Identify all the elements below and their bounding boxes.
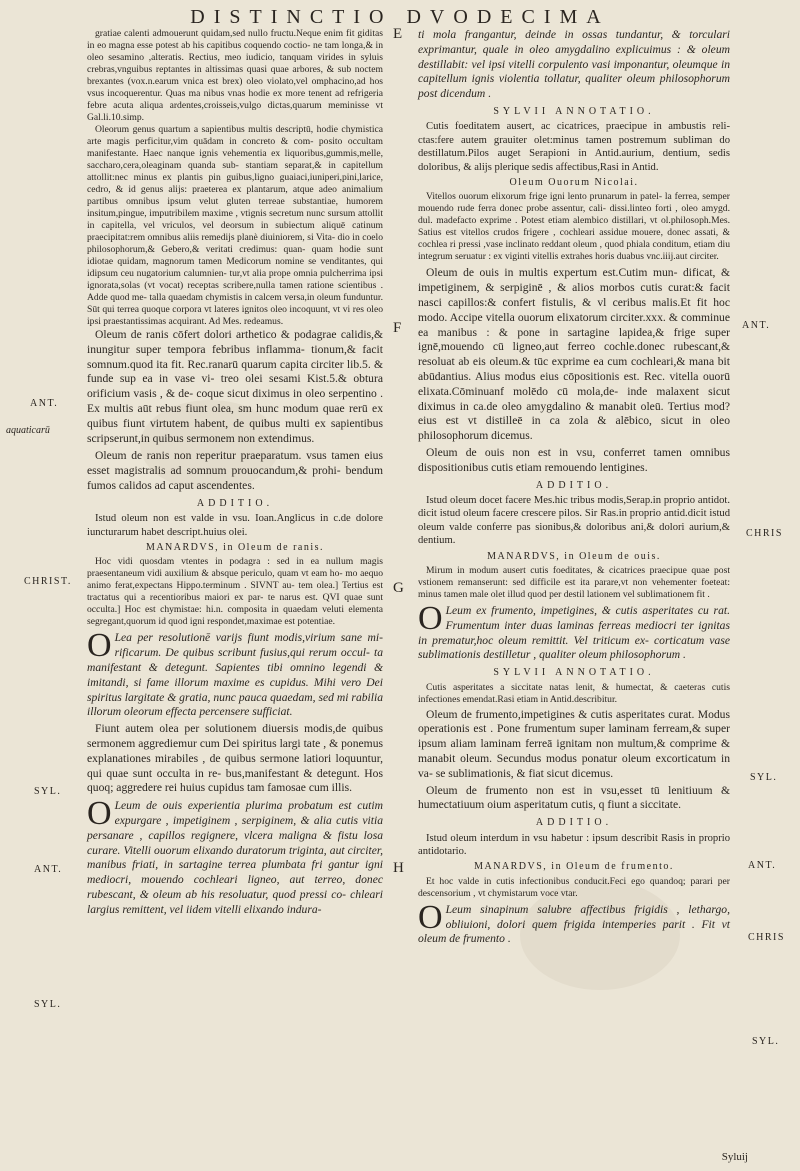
margin-note-christ: CHRIST. [24, 576, 72, 587]
margin-note-syl: SYL. [34, 999, 62, 1010]
paragraph: Oleum de ouis in multis expertum est.Cutim mun- dificat, & impetiginem, & serpiginē , & alios morbos cutis curat:& facit nasci capillos:& confert fistulis, & vl ceribus malis.Et fit hoc modo. Accipe vitella ouorum elixatorum circiter.xxx. & comminue ea manibus : & pone in sartagine lapidea,& frige super ignē,mouendo cū ligneo,aut ferreo cochle.donec rubescant,& resoluat ab eis oleum.& tūc exprime ea cum cochleari,& mana bit abūdantius. Alius modus eius cōpositionis est. Rec. vitella ouorū elixata.Cōminuanf molēdo cū mola,de- inde malaxent sicut diximus in ca.de oleo amygdalino & manabit oleū. Tertius mod? eius est vt distilleē in ca zola & alēbico, sicut in oleo philosophorum dicemus. [418, 266, 730, 443]
drop-cap: O [87, 627, 112, 665]
paragraph: Istud oleum docet facere Mes.hic tribus modis,Serap.in proprio antidot. dicit istud oleum facere crescere pilos. Sir Ras.in proprio antid.dicit istud oleum valde conferre pas sionibus,& doloribus ani,& dolori aurium,& dentium. [418, 494, 730, 547]
section-letter: E [393, 26, 403, 42]
paragraph: Vitellos ouorum elixorum frige igni lento prunarum in patel- la ferrea, semper mouendo rude ferra donec probe assentur, cali- dissi.linteo forti , oleo amygd. dul. madefacto exprime . Potest etiam alembico distillari, vt ol.philosoph.Mes. Satius est vitellos crudos frigere , cochleari assidue mouere, donec assati, & cochlea ri pressi ,vase inclinato reddant oleum , quod phiala conditum, etiam diu integrum seruatur : ex viginti vitellis extrahes horis duabus vnc.iiij.aut circiter. [418, 191, 730, 263]
paragraph-text: Lea per resolutionē varijs fiunt modis,virium sane mi- rificarum. De quibus scribunt fusius,qui rerum occul- ta manifestant & detegunt. Sapientes tibi omnino legendi & imitandi, si fame illorum maxime es cupidus. Mihi vero Dei spiritus largitate & gratia, nunc pauca quaedam, sed mi rabilia illorum oleorum effecta percensere sufficiat. [87, 631, 383, 719]
section-letter: F [393, 320, 402, 336]
paragraph: Hoc vidi quosdam vtentes in podagra : sed in ea nullum magis praesentaneum vidi auxilium & absque periculo, quam vt eam ho- mo aequo animo ferat,expectans Hippo.terminum . SIVNT au- tem olea.] Tertius est tractatus qui a recentioribus maiori ex par- te narus est. QVI quae sunt occulta.] Hoc est chymistae: hi.n. composita in quaedam veluti elementa segregant,quorum id quod igni respondet,maximae est potentiae. [87, 556, 383, 628]
section-heading: SYLVII ANNOTATIO. [493, 105, 655, 117]
right-column [418, 28, 730, 947]
paragraph [418, 600, 730, 663]
margin-note-ant: ANT. [34, 864, 63, 875]
paragraph: Cutis asperitates a siccitate natas lenit, & humectat, & caeteras cutis infectiones emendat.Rasi etiam in Antid.describitur. [418, 681, 730, 705]
drop-cap: O [87, 795, 112, 833]
section-subheading: MANARDVS, in Oleum de ranis. [145, 541, 325, 553]
catchword: Syluij [721, 1151, 748, 1163]
paragraph: Et hoc valde in cutis infectionibus conducit.Feci ego quandoq; parari per descensorium , vt chymistarum voce vtar. [418, 875, 730, 899]
drop-cap: O [418, 898, 443, 936]
section-heading: ADDITIO. [535, 479, 613, 491]
paragraph: Mirum in modum ausert cutis foeditates, & cicatrices praecipue quae post vstionem remanserunt: sed difficile est ita parare,vt non vehementer foeteat: minus tamen male olet illud quod per destil lationem vel sublimationem fit . [418, 565, 730, 601]
section-heading: SYLVII ANNOTATIO. [493, 667, 655, 679]
paragraph: gratiae calenti admouerunt quidam,sed nullo fructu.Neque enim fit giditas in eo magna esse potest ab his capitibus coquendo coctio- ne tam longa,& in oleo sesamino ,alteratis. Rectius, meo iudicio, tanquam virides in syluis crebras,vnguibus reptantes in altissimas quasi quae arbores, & sub noctem brexantes (vox.n.earum vnica est brex) oleo violato,vel omphacino,ad hos vsus incoquerentur. Quas ma nibus vnas hodie ex more tenent ad refrigeria febre acuta aliqua ardentes,croisseis,vulgo dictas,quarum meminisse vt Gal.li.10.simp. [87, 28, 383, 123]
margin-note-ant: ANT. [742, 320, 771, 331]
paragraph: Istud oleum non est valde in vsu. Ioan.Anglicus in c.de dolore iuncturarum habet descript.huius olei. [87, 513, 383, 538]
paragraph: Oleum de ouis non est in vsu, conferret tamen omnibus dispositionibus cutis etiam remouendo lentigines. [418, 445, 730, 474]
paragraph: Oleum de frumento non est in vsu,esset tū lenitiuum & humectatiuum oium asperitatum cutis, q fiunt a siccitate. [418, 783, 730, 812]
section-subheading: Oleum Ouorum Nicolai. [509, 177, 639, 189]
margin-note-syl: SYL. [34, 786, 62, 797]
paragraph [87, 795, 383, 917]
drop-cap: O [418, 600, 443, 638]
paragraph: ti mola frangantur, deinde in ossas tundantur, & torculari exprimantur, quale in oleo amygdalino explicuimus : & oleum destillabit: vel ipsi vitelli corpulento vasi imponantur, oleumque in capitellum ignis violentia tollatur, qualiter oleum philosophorum post dicendum . [418, 28, 730, 101]
paragraph: Istud oleum interdum in vsu habetur : ipsum describit Rasis in proprio antidotario. [418, 832, 730, 857]
paragraph-text: Leum de ouis experientia plurima probatum est cutim expurgare , impetiginem , serpiginem, & alia cutis vitia persanare , capillos regignere, vlcera maligna & fistu losa curare. Vitelli ouorum elixando duratorum triginta, aut circiter, manibus friati, in sartagine terrea plumbata fri gantur igni mediocri, mouendo cochleari ligneo, aut terreo, donec rubescant, & oleum ab his resoluatur, quod pressi co- chleari largius remittent, vel iidem vitelli elixando indura- [87, 799, 383, 916]
paragraph-text: Leum ex frumento, impetigines, & cutis asperitates cu rat. Frumentum inter duas laminas ferreas mediocri ter ignitas in prematur,hoc oleum remittit. Vel triticum ex- corticatum vase sublimationis destilletur , qualiter oleum philosophorum . [418, 604, 730, 662]
section-subheading: MANARDVS, in Oleum de ouis. [487, 550, 661, 562]
section-letter: H [393, 860, 404, 876]
paragraph: Cutis foeditatem ausert, ac cicatrices, praecipue in ambustis reli- ctas:fere autem grauiter olet:minus tamen postremum subliman do destillatum.Pilos auget Serapioni in Antid.aurium, dentium, sedis doloribus, & alijs plerique sedis affectibus,Rasi in Antid. [418, 121, 730, 173]
margin-note-ant: ANT. [748, 860, 777, 871]
section-heading: ADDITIO. [535, 817, 613, 829]
margin-note-syl: SYL. [752, 1036, 780, 1047]
margin-note-syl: SYL. [750, 772, 778, 783]
paragraph [418, 898, 730, 947]
paragraph [87, 627, 383, 720]
margin-note-chris: CHRIS [748, 932, 785, 943]
section-letter: G [393, 580, 404, 596]
section-subheading: MANARDVS, in Oleum de frumento. [474, 861, 674, 873]
paragraph: Oleorum genus quartum a sapientibus multis descriptū, hodie chymistica arte magis perficitur,vim quādam in concreto & com- posito occultam manifestante. Haec nanque ignis vehementia ex liquoribus,gummis,melle, saccharo,cera,oleaginam quanda sub- stantiam separat,& in capitellum attollit:nec minus ex plantis pin guibus,ligno guaiaci,iuniperi,pini,larice, cedro, & id genus alijs: praeterea ex plantarum, atque adeo animalium partibus omnibus ipsum velut gluten terreae substantiae, humorem insitum,pingue, imputribilem maxime , vtignis secretum nunc sursum attollit in capitella, vel vriculos, vel deorsum in subiectum aliquē catinum praecipitat:rem omnibus aliis remedijs planè diuiniorem, si Vita- dio in coelo philosophorum,& Gebero,& veritati credimus: quan- quam hodie sunt idiotae quidam, magnorum tamen Medicorum nomine se venditantes, qui idipsum ceu nugatorium calumnien- tur,vt alia prope omnia pulcherrima ipsi ignorata,solas (vt vocat) receptas scribere,nulla tamen ratione scientibus . Adde quod me- talla quaedam chymistis in calcem versa,in oleum funduntur. Sūt qui terrea quoque corpora vt lateres ignitos oleo incoquunt, vt vi res oleo ipsi praestantissimas acquirant. Ad Mes. redeamus. [87, 124, 383, 327]
margin-note-ant: ANT. [30, 398, 59, 409]
margin-note-aquaticarum: aquaticarū [6, 425, 50, 436]
paragraph: Oleum de ranis non reperitur praeparatum. vsus tamen eius esset magistralis ad somnum prouocandum,& prohi- bendum fumos calidos ad caput ascendentes. [87, 449, 383, 492]
left-column [87, 28, 383, 918]
paragraph: Fiunt autem olea per solutionem diuersis modis,de quibus sermonem aggrediemur cum Dei spiritus largi tate , & ponemus explanationes mirabiles , de quibus sermone latiori loquuntur, qui quae sunt occulta in re- bus,manifestant & detegunt. Hos quoq; aggredere rei huius cupidus tam famosae cum illis. [87, 722, 383, 795]
paragraph: Oleum de frumento,impetigines & cutis asperitates curat. Modus operationis est . Pone frumentum super laminam ferream,& super ipsum aliam laminam ferreā ignitam non multum,& comprime & manabit oleum. Secundus modus ponatur oleum excorticatum in va- se sublimationis, & fiat sicut dicemus. [418, 707, 730, 780]
margin-note-chris: CHRIS [746, 528, 783, 539]
paragraph-text: Leum sinapinum salubre affectibus frigidis , lethargo, obliuioni, dolori quem frigida intemperies parit . Fit vt oleum de frumento . [418, 902, 730, 946]
paragraph: Oleum de ranis cōfert dolori arthetico & podagrae calidis,& inungitur super tempora febribus inflamma- tionum,& facit somnum.quod ita fit. Rec.ranarū quarum capita circiter lib.5. & funde sup ea in vase vi- treo olei sesami Kist.5.& obtura orificium vasis , & de- coque sicut diximus in oleo serpentino . Ex multis aūt rebus fiunt olea, sm hunc modum quae rerū ex quibus fiunt virtutem habent, de quibus multi ex sapientibus scripserunt,in quibus sermonem non extendimus. [87, 328, 383, 445]
section-heading: ADDITIO. [196, 497, 274, 509]
running-head: DISTINCTIO DVODECIMA [190, 6, 610, 28]
